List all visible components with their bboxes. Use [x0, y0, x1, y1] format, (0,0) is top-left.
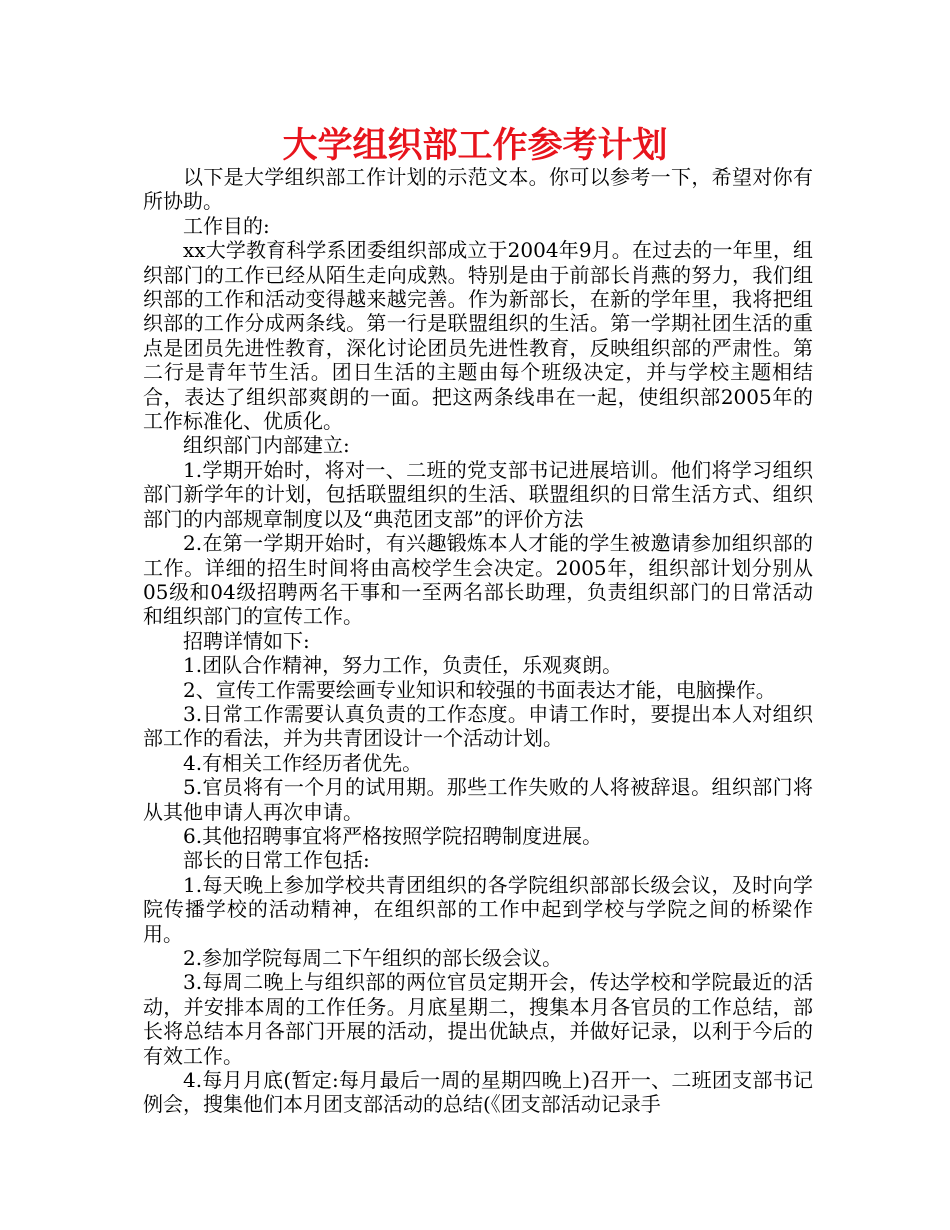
heading-minister-duties: 部长的日常工作包括: — [183, 848, 370, 873]
list-item-recruit-4: 4.有相关工作经历者优先。 — [183, 750, 423, 775]
paragraph-intro: 以下是大学组织部工作计划的示范文本。你可以参考一下，希望对你有所协助。 — [143, 165, 813, 214]
heading-internal-setup: 组织部门内部建立: — [183, 433, 350, 458]
paragraph-setup-1: 1.学期开始时，将对一、二班的党支部书记进展培训。他们将学习组织部门新学年的计划，包括联盟组织的生活、联盟组织的日常生活方式、组织部门的内部规章制度以及“典范团支部”的评价方法 — [143, 457, 813, 531]
list-item-recruit-1: 1.团队合作精神，努力工作，负责任，乐观爽朗。 — [183, 653, 623, 678]
heading-work-purpose: 工作目的: — [183, 213, 270, 238]
list-item-recruit-2: 2、宣传工作需要绘画专业知识和较强的书面表达才能，电脑操作。 — [183, 677, 776, 702]
paragraph-setup-2: 2.在第一学期开始时，有兴趣锻炼本人才能的学生被邀请参加组织部的工作。详细的招生时间将由高校学生会决定。2005年，组织部计划分别从05级和04级招聘两名干事和一至两名部长助理，负责组织部门的日常活动和组织部门的宣传工作。 — [143, 531, 813, 629]
heading-recruitment: 招聘详情如下: — [183, 628, 310, 653]
list-item-duty-3: 3.每周二晚上与组织部的两位官员定期开会，传达学校和学院最近的活动，并安排本周的工作任务。月底星期二，搜集本月各官员的工作总结，部长将总结本月各部门开展的活动，提出优缺点，并做好记录，以利于今后的有效工作。 — [143, 970, 813, 1068]
list-item-duty-4: 4.每月月底(暂定:每月最后一周的星期四晚上)召开一、二班团支部书记例会，搜集他们本月团支部活动的总结(《团支部活动记录手 — [143, 1068, 813, 1117]
paragraph-purpose: xx大学教育科学系团委组织部成立于2004年9月。在过去的一年里，组织部门的工作已经从陌生走向成熟。特别是由于前部长肖燕的努力，我们组织部的工作和活动变得越来越完善。作为新部长，在新的学年里，我将把组织部的工作分成两条线。第一行是联盟组织的生活。第一学期社团生活的重点是团员先进性教育，深化讨论团员先进性教育，反映组织部的严肃性。第二行是青年节生活。团日生活的主题由每个班级决定，并与学校主题相结合，表达了组织部爽朗的一面。把这两条线串在一起，使组织部2005年的工作标准化、优质化。 — [143, 238, 813, 434]
document-body — [143, 165, 813, 1117]
list-item-recruit-5: 5.官员将有一个月的试用期。那些工作失败的人将被辞退。组织部门将从其他申请人再次申请。 — [143, 775, 813, 824]
list-item-duty-1: 1.每天晚上参加学校共青团组织的各学院组织部部长级会议，及时向学院传播学校的活动精神，在组织部的工作中起到学校与学院之间的桥梁作用。 — [143, 872, 813, 946]
list-item-duty-2: 2.参加学院每周二下午组织的部长级会议。 — [183, 946, 563, 970]
list-item-recruit-6: 6.其他招聘事宜将严格按照学院招聘制度进展。 — [183, 823, 603, 848]
list-item-recruit-3: 3.日常工作需要认真负责的工作态度。申请工作时，要提出本人对组织部工作的看法，并为共青团设计一个活动计划。 — [143, 701, 813, 751]
document-title: 大学组织部工作参考计划 — [282, 126, 668, 166]
